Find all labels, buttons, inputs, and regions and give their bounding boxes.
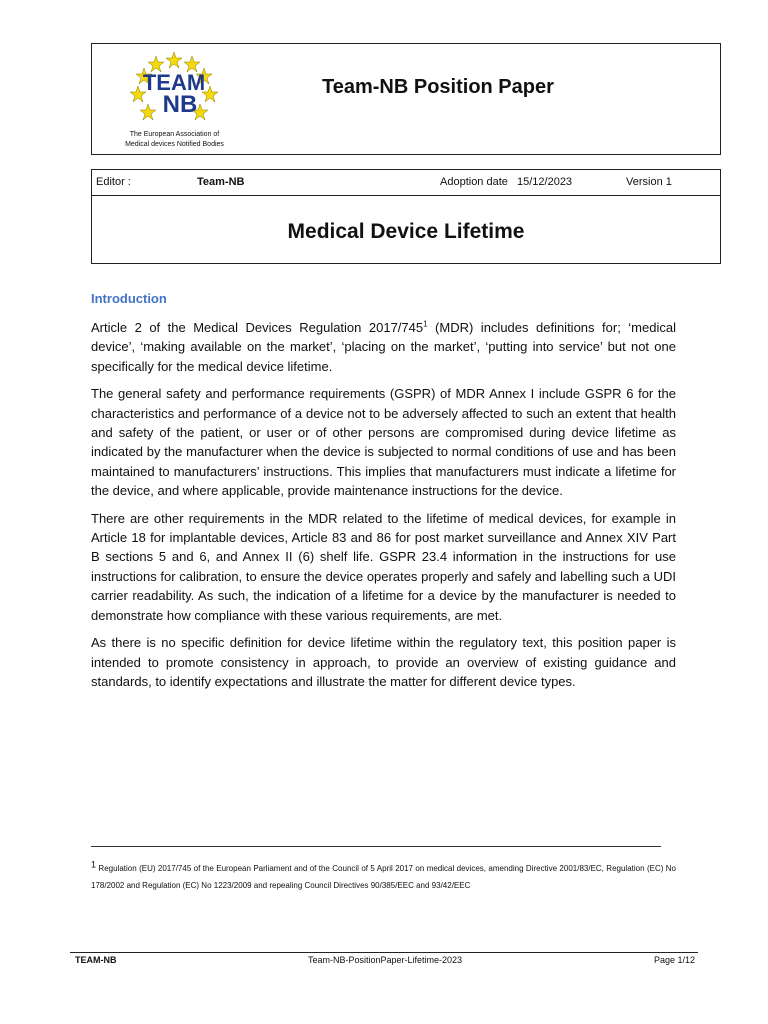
document-info-box xyxy=(91,169,721,264)
footnote-separator xyxy=(91,846,661,847)
footer-organization: TEAM-NB xyxy=(75,955,117,965)
logo-caption-line2: Medical devices Notified Bodies xyxy=(125,141,224,148)
logo-caption xyxy=(102,130,247,150)
introduction-body xyxy=(91,318,676,699)
paragraph-2: The general safety and performance requirements (GSPR) of MDR Annex I include GSPR 6 for the characteristics and performance of a device not to be adversely affected to such an extent that health and safety of the patient, or user or of other persons are compromised during device lifetime as indicated by the manufacturer when the device is subjected to normal conditions of use and has been maintained to manufacturers’ instructions. This implies that manufacturers must indicate a lifetime for the device, and where applicable, provide maintenance instructions for the device. xyxy=(91,386,676,499)
adoption-date-label: Adoption date xyxy=(440,176,508,188)
footer-document-id: Team-NB-PositionPaper-Lifetime-2023 xyxy=(307,955,463,965)
paragraph-3: There are other requirements in the MDR related to the lifetime of medical devices, for example in Article 18 for implantable devices, Article 83 and 86 for post market surveillance and Annex XIV Part B sections 5 and 6, and Annex II (6) shelf life. GSPR 23.4 information in the instructions for use instructions for calibration, to ensure the device operates properly and safely and labelling such a UDI carrier readability. As such, the indication of a lifetime for a device by the manufacturer is needed to demonstrate how compliance with these various requirements, are met. xyxy=(91,510,676,623)
page-footer xyxy=(75,955,695,969)
paragraph-4: As there is no specific definition for device lifetime within the regulatory text, this position paper is intended to promote consistency in approach, to provide an overview of existing guidance and standards, to identify expectations and illustrate the matter for different device types. xyxy=(91,635,676,689)
team-nb-logo xyxy=(102,50,232,150)
footer-page-number: Page 1/12 xyxy=(653,955,695,965)
paragraph-1 xyxy=(91,318,676,376)
editor-label: Editor : xyxy=(96,176,131,188)
footnote-ref-1[interactable]: 1 xyxy=(423,319,428,329)
logo-graphic xyxy=(124,50,224,126)
paragraph-1-start: Article 2 of the Medical Devices Regulation 2017/745 xyxy=(91,320,424,335)
paragraph-1-end: (MDR) includes definitions for; ‘medical device’, ‘making available on the market’, ‘placing on the market’, ‘putting into service’ but not one specifically for the medical device lifetime. xyxy=(91,320,676,374)
logo-star-icon xyxy=(140,104,156,120)
logo-word-top: TEAM xyxy=(142,70,206,95)
editor-value: Team-NB xyxy=(197,176,245,188)
logo-caption-line1: The European Association of xyxy=(129,131,220,138)
footnote-1 xyxy=(91,860,676,894)
header-box xyxy=(91,43,721,155)
footnote-text: Regulation (EU) 2017/745 of the European Parliament and of the Council of 5 April 2017 on medical devices, amending Directive 2001/83/EC, Regulation (EC) No 178/2002 and Regulation (EC) No 1223/2009 and repealing Council Directives 90/385/EEC and 93/42/EEC xyxy=(91,864,676,890)
document-title: Medical Device Lifetime xyxy=(287,220,525,243)
section-heading-introduction: Introduction xyxy=(91,291,167,306)
footer-separator xyxy=(70,952,698,953)
adoption-date-value: 15/12/2023 xyxy=(517,176,573,188)
document-meta-row xyxy=(92,170,720,196)
logo-star-icon xyxy=(166,52,182,68)
version-label: Version 1 xyxy=(626,176,672,188)
paper-title: Team-NB Position Paper xyxy=(322,76,554,98)
footnote-marker: 1 xyxy=(91,859,97,870)
logo-word-bottom: NB xyxy=(162,91,198,118)
